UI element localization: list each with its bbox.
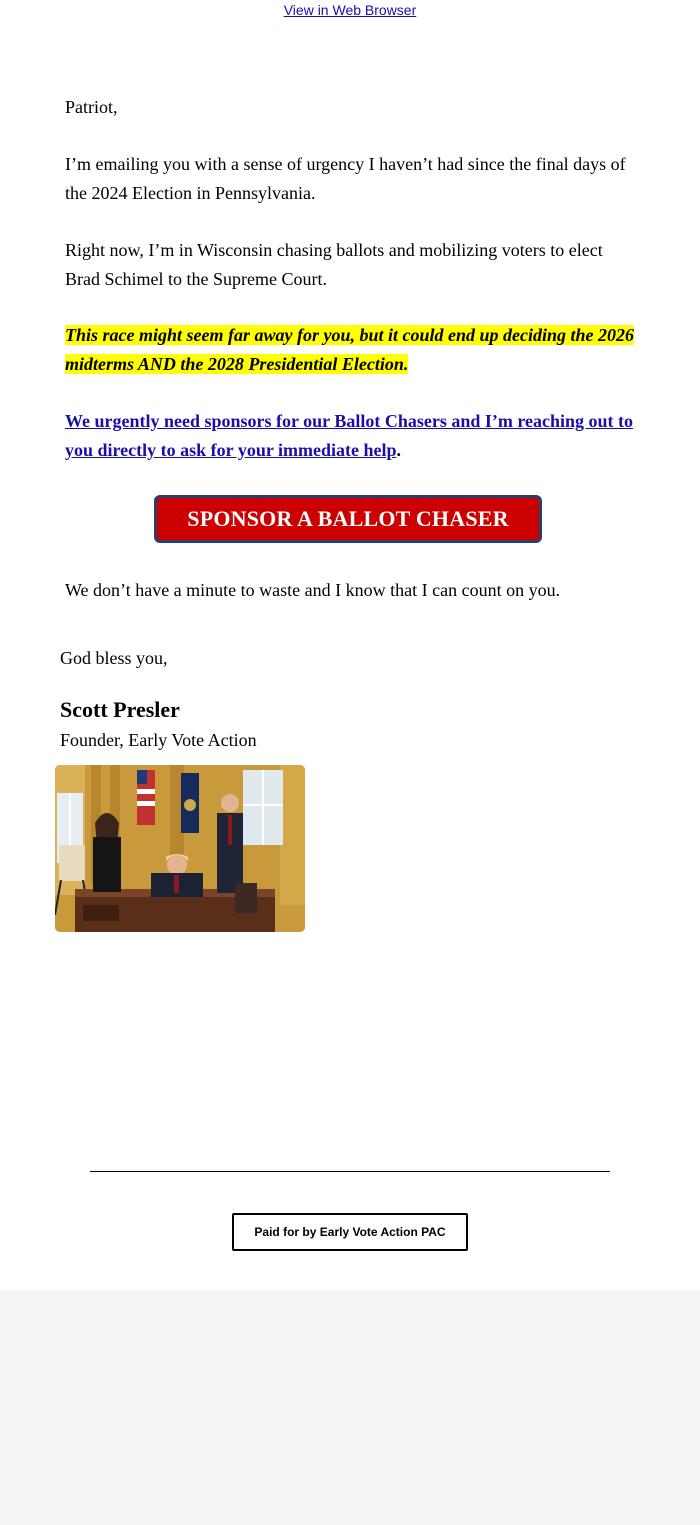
paragraph-wisconsin: Right now, I’m in Wisconsin chasing ballots and mobilizing voters to elect Brad Schimel to the Supreme Court. — [65, 240, 603, 289]
blessing: God bless you, — [60, 648, 168, 668]
signer-name: Scott Presler — [60, 697, 180, 722]
ask-period: . — [396, 439, 401, 460]
sponsor-ask-link[interactable]: We urgently need sponsors for our Ballot Chasers and I’m reaching out to you directly to ask for your immediate help — [65, 411, 634, 460]
highlight-paragraph — [65, 321, 640, 378]
view-in-browser-link[interactable]: View in Web Browser — [283, 2, 417, 18]
footer-divider — [90, 1171, 610, 1172]
greeting: Patriot, — [65, 97, 118, 117]
paragraph-urgency: I’m emailing you with a sense of urgency I haven’t had since the final days of the 2024 Election in Pennsylvania. — [65, 154, 626, 203]
oval-office-photo — [55, 765, 305, 932]
sponsor-ballot-chaser-button[interactable]: SPONSOR A BALLOT CHASER — [154, 495, 542, 543]
ask-paragraph — [65, 407, 640, 464]
highlighted-text: This race might seem far away for you, but it could end up deciding the 2026 midterms AND the 2028 Presidential Election. — [65, 325, 635, 374]
closing-line: We don’t have a minute to waste and I know that I can count on you. — [65, 580, 561, 600]
paid-for-disclaimer: Paid for by Early Vote Action PAC — [232, 1213, 468, 1251]
signer-title: Founder, Early Vote Action — [60, 730, 257, 750]
